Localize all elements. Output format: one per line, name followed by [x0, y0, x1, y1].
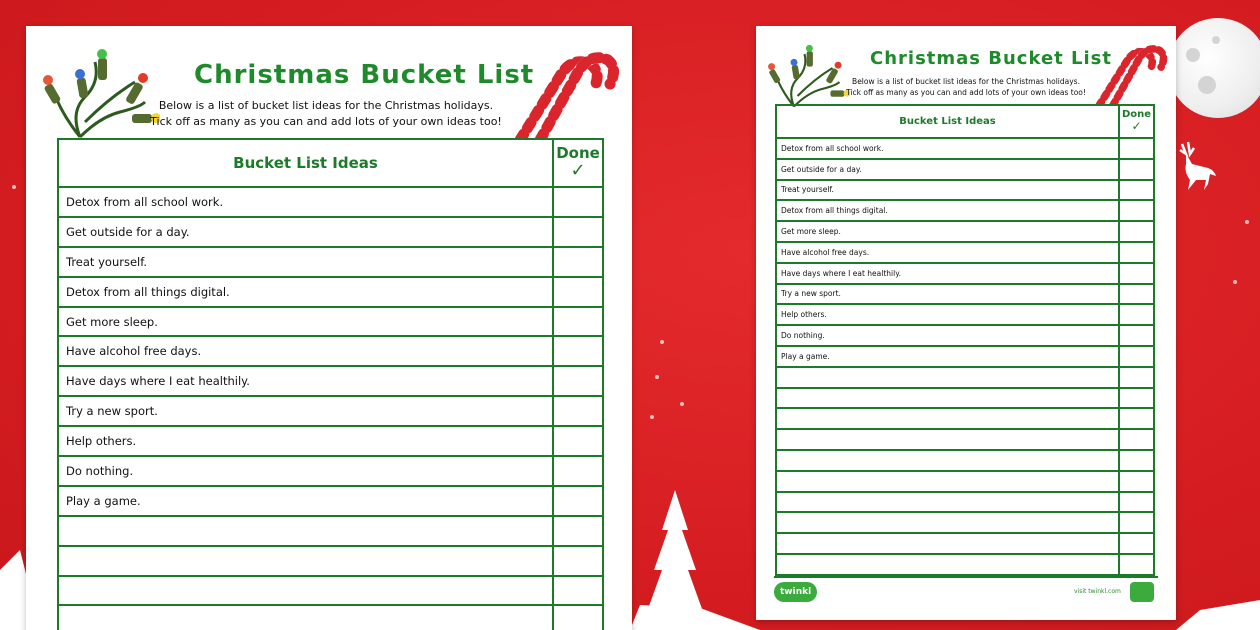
moon-crater — [1198, 76, 1216, 94]
done-checkbox-cell[interactable] — [1119, 138, 1154, 159]
instructions-line-2: Tick off as many as you can and add lots of your own ideas too! — [846, 88, 1086, 97]
idea-cell — [58, 516, 553, 546]
table-row — [776, 180, 1154, 201]
table-row — [776, 388, 1154, 409]
snow-dot — [680, 402, 684, 406]
idea-cell — [776, 492, 1119, 513]
snow-dot — [1233, 280, 1237, 284]
table-header-row — [776, 105, 1154, 138]
idea-cell: Have days where I eat healthily. — [58, 366, 553, 396]
done-checkbox-cell[interactable] — [553, 307, 603, 337]
table-row — [776, 325, 1154, 346]
christmas-lights-icon — [766, 40, 850, 110]
idea-cell: Have alcohol free days. — [776, 242, 1119, 263]
table-row — [776, 346, 1154, 367]
idea-cell: Get more sleep. — [776, 221, 1119, 242]
idea-cell: Play a game. — [776, 346, 1119, 367]
idea-cell: Detox from all school work. — [776, 138, 1119, 159]
done-checkbox-cell[interactable] — [1119, 388, 1154, 409]
done-label: Done — [1121, 109, 1152, 121]
idea-cell: Have days where I eat healthily. — [776, 263, 1119, 284]
table-row — [58, 516, 603, 546]
idea-cell — [776, 408, 1119, 429]
moon-crater — [1186, 48, 1200, 62]
snow-dot — [12, 185, 16, 189]
done-checkbox-cell[interactable] — [1119, 367, 1154, 388]
table-header-row — [58, 139, 603, 187]
table-row — [58, 486, 603, 516]
done-checkbox-cell[interactable] — [1119, 284, 1154, 305]
done-checkbox-cell[interactable] — [1119, 471, 1154, 492]
table-row — [776, 450, 1154, 471]
done-checkbox-cell[interactable] — [1119, 512, 1154, 533]
done-checkbox-cell[interactable] — [553, 546, 603, 576]
done-checkbox-cell[interactable] — [1119, 221, 1154, 242]
bucket-list-rows — [776, 138, 1154, 575]
idea-cell: Do nothing. — [58, 456, 553, 486]
idea-cell: Detox from all school work. — [58, 187, 553, 217]
done-checkbox-cell[interactable] — [553, 217, 603, 247]
idea-cell — [776, 429, 1119, 450]
idea-cell — [776, 450, 1119, 471]
table-row — [776, 242, 1154, 263]
done-checkbox-cell[interactable] — [1119, 554, 1154, 575]
done-checkbox-cell[interactable] — [553, 516, 603, 546]
done-checkbox-cell[interactable] — [1119, 408, 1154, 429]
done-checkbox-cell[interactable] — [1119, 429, 1154, 450]
idea-cell: Try a new sport. — [58, 396, 553, 426]
moon-crater — [1212, 36, 1220, 44]
bucket-list-table — [57, 138, 604, 630]
idea-cell: Do nothing. — [776, 325, 1119, 346]
instructions-line-1: Below is a list of bucket list ideas for the Christmas holidays. — [158, 99, 494, 112]
table-row — [776, 408, 1154, 429]
twinkl-logo: twinkl — [774, 582, 817, 602]
table-row — [58, 426, 603, 456]
candy-cane-icon — [510, 48, 620, 140]
idea-cell — [776, 512, 1119, 533]
worksheet-title: Christmas Bucket List — [870, 48, 1113, 69]
table-row — [58, 396, 603, 426]
table-row — [776, 429, 1154, 450]
table-row — [58, 366, 603, 396]
idea-cell: Try a new sport. — [776, 284, 1119, 305]
done-checkbox-cell[interactable] — [1119, 533, 1154, 554]
table-row — [776, 512, 1154, 533]
idea-cell — [58, 605, 553, 630]
instructions-line-2: Tick off as many as you can and add lots of your own ideas too! — [150, 115, 502, 128]
snow-dot — [660, 340, 664, 344]
idea-cell — [58, 576, 553, 606]
table-row — [776, 367, 1154, 388]
done-checkbox-cell[interactable] — [1119, 450, 1154, 471]
table-row — [776, 200, 1154, 221]
quality-badge-icon — [1130, 582, 1154, 602]
bucket-list-rows — [58, 187, 603, 630]
table-row — [58, 336, 603, 366]
idea-cell: Have alcohol free days. — [58, 336, 553, 366]
table-row — [776, 263, 1154, 284]
done-checkbox-cell[interactable] — [1119, 304, 1154, 325]
table-row — [58, 307, 603, 337]
done-label: Done — [556, 143, 600, 162]
idea-cell: Get outside for a day. — [58, 217, 553, 247]
done-checkbox-cell[interactable] — [553, 277, 603, 307]
done-checkbox-cell[interactable] — [1119, 180, 1154, 201]
done-checkbox-cell[interactable] — [1119, 492, 1154, 513]
worksheet-title: Christmas Bucket List — [194, 60, 535, 90]
worksheet-large — [26, 26, 632, 630]
done-checkbox-cell[interactable] — [553, 187, 603, 217]
table-row — [58, 217, 603, 247]
table-row — [58, 576, 603, 606]
footer-url: visit twinkl.com — [1074, 588, 1121, 595]
worksheet-instructions — [846, 76, 1086, 98]
christmas-lights-icon — [40, 42, 160, 142]
idea-cell: Detox from all things digital. — [58, 277, 553, 307]
table-row — [58, 605, 603, 630]
done-checkbox-cell[interactable] — [1119, 159, 1154, 180]
ideas-column-header: Bucket List Ideas — [58, 139, 553, 187]
bucket-list-table — [775, 104, 1155, 576]
done-checkbox-cell[interactable] — [553, 576, 603, 606]
table-row — [776, 304, 1154, 325]
done-checkbox-cell[interactable] — [1119, 346, 1154, 367]
table-row — [776, 159, 1154, 180]
instructions-line-1: Below is a list of bucket list ideas for the Christmas holidays. — [852, 77, 1080, 86]
table-row — [776, 492, 1154, 513]
snow-dot — [650, 415, 654, 419]
worksheet-preview — [756, 26, 1176, 620]
table-row — [776, 471, 1154, 492]
idea-cell — [776, 533, 1119, 554]
idea-cell — [776, 388, 1119, 409]
done-checkbox-cell[interactable] — [553, 426, 603, 456]
table-row — [58, 456, 603, 486]
idea-cell: Treat yourself. — [776, 180, 1119, 201]
table-row — [776, 533, 1154, 554]
done-checkbox-cell[interactable] — [553, 486, 603, 516]
table-row — [58, 187, 603, 217]
idea-cell — [776, 367, 1119, 388]
table-row — [58, 277, 603, 307]
done-column-header — [553, 139, 603, 187]
done-checkbox-cell[interactable] — [553, 396, 603, 426]
worksheet-instructions — [146, 98, 506, 130]
candy-cane-icon — [1092, 42, 1168, 106]
idea-cell: Help others. — [776, 304, 1119, 325]
table-row — [58, 247, 603, 277]
done-checkbox-cell[interactable] — [1119, 200, 1154, 221]
done-checkbox-cell[interactable] — [553, 247, 603, 277]
reindeer-icon — [1172, 140, 1220, 196]
done-checkbox-cell[interactable] — [553, 336, 603, 366]
pine-tree-icon — [640, 490, 710, 630]
done-checkbox-cell[interactable] — [1119, 325, 1154, 346]
done-checkbox-cell[interactable] — [553, 456, 603, 486]
table-row — [776, 221, 1154, 242]
ideas-column-header: Bucket List Ideas — [776, 105, 1119, 138]
done-checkbox-cell[interactable] — [553, 366, 603, 396]
idea-cell: Detox from all things digital. — [776, 200, 1119, 221]
table-row — [58, 546, 603, 576]
idea-cell: Play a game. — [58, 486, 553, 516]
done-checkbox-cell[interactable] — [553, 605, 603, 630]
table-row — [776, 554, 1154, 575]
snow-dot — [655, 375, 659, 379]
footer-divider — [774, 576, 1158, 578]
idea-cell — [776, 554, 1119, 575]
done-checkbox-cell[interactable] — [1119, 242, 1154, 263]
idea-cell: Treat yourself. — [58, 247, 553, 277]
idea-cell — [58, 546, 553, 576]
done-column-header — [1119, 105, 1154, 138]
idea-cell: Get more sleep. — [58, 307, 553, 337]
check-mark-icon: ✓ — [570, 160, 586, 182]
done-checkbox-cell[interactable] — [1119, 263, 1154, 284]
check-mark-icon: ✓ — [1131, 119, 1142, 134]
table-row — [776, 138, 1154, 159]
idea-cell: Get outside for a day. — [776, 159, 1119, 180]
snow-dot — [1245, 220, 1249, 224]
worksheet-footer — [774, 580, 1158, 604]
idea-cell — [776, 471, 1119, 492]
moon-icon — [1168, 18, 1260, 118]
table-row — [776, 284, 1154, 305]
idea-cell: Help others. — [58, 426, 553, 456]
